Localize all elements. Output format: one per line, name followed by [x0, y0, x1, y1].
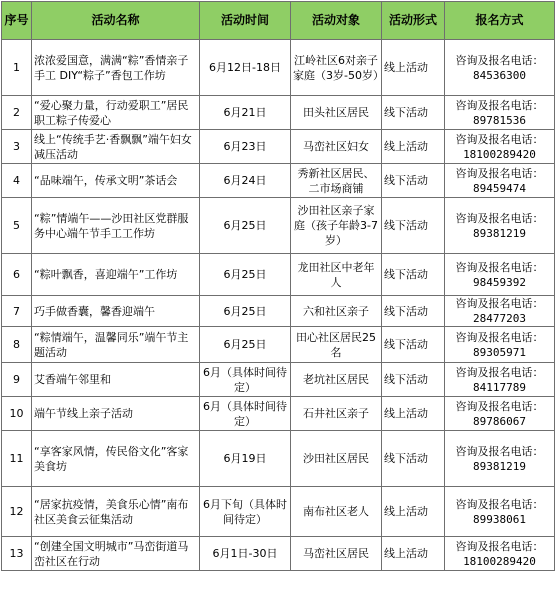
activity-target-cell: 马峦社区妇女 [291, 130, 382, 164]
signup-cell [445, 296, 555, 327]
header-form: 活动形式 [382, 2, 445, 40]
phone-number: 89938061 [473, 512, 526, 526]
phone-label: 咨询及报名电话： [455, 365, 544, 379]
phone-number: 89459474 [473, 181, 526, 195]
table-row [2, 198, 555, 254]
phone-label: 咨询及报名电话： [455, 497, 544, 511]
activity-name-cell: “粽”情端午——沙田社区党群服务中心端午节手工工作坊 [32, 198, 200, 254]
activity-name-cell: “品味端午，传承文明”茶话会 [32, 164, 200, 198]
activity-target-cell: 沙田社区居民 [291, 431, 382, 487]
activity-form-cell: 线下活动 [382, 254, 445, 296]
row-number-cell: 8 [2, 327, 32, 363]
activity-form-cell: 线下活动 [382, 198, 445, 254]
phone-label: 咨询及报名电话： [455, 166, 544, 180]
header-name: 活动名称 [32, 2, 200, 40]
phone-number: 89381219 [473, 226, 526, 240]
activity-time-cell: 6月25日 [200, 198, 291, 254]
activity-target-cell: 田心社区居民25名 [291, 327, 382, 363]
phone-label: 咨询及报名电话： [455, 98, 544, 112]
row-number-cell: 9 [2, 363, 32, 397]
activity-name-cell: “爱心聚力量，行动爱职工”居民职工粽子传爱心 [32, 96, 200, 130]
activity-target-cell: 六和社区亲子 [291, 296, 382, 327]
phone-label: 咨询及报名电话： [455, 297, 544, 310]
phone-label: 咨询及报名电话： [455, 260, 544, 274]
table-row [2, 327, 555, 363]
activity-target-cell: 石井社区亲子 [291, 397, 382, 431]
table-row [2, 397, 555, 431]
phone-number: 18100289420 [463, 147, 536, 161]
activity-form-cell: 线下活动 [382, 296, 445, 327]
row-number-cell: 1 [2, 40, 32, 96]
activity-target-cell: 龙田社区中老年人 [291, 254, 382, 296]
row-number-cell: 11 [2, 431, 32, 487]
signup-cell [445, 130, 555, 164]
row-number-cell: 2 [2, 96, 32, 130]
activity-target-cell: 马峦社区居民 [291, 537, 382, 571]
phone-label: 咨询及报名电话： [455, 539, 544, 553]
phone-number: 89381219 [473, 459, 526, 473]
signup-cell [445, 487, 555, 537]
signup-cell [445, 254, 555, 296]
activity-target-cell: 南布社区老人 [291, 487, 382, 537]
activity-name-cell: “粽叶飘香，喜迎端午”工作坊 [32, 254, 200, 296]
activity-time-cell: 6月19日 [200, 431, 291, 487]
signup-cell [445, 164, 555, 198]
row-number-cell: 10 [2, 397, 32, 431]
activity-target-cell: 江岭社区6对亲子家庭（3岁-50岁） [291, 40, 382, 96]
activity-time-cell: 6月21日 [200, 96, 291, 130]
phone-label: 咨询及报名电话： [455, 132, 544, 146]
row-number-cell: 12 [2, 487, 32, 537]
activity-name-cell: “享客家风情，传民俗文化”客家美食坊 [32, 431, 200, 487]
activity-name-cell: “粽情端午，温馨同乐”端午节主题活动 [32, 327, 200, 363]
phone-number: 89781536 [473, 113, 526, 127]
signup-cell [445, 40, 555, 96]
phone-number: 89305971 [473, 345, 526, 359]
activity-form-cell: 线上活动 [382, 537, 445, 571]
table-row [2, 96, 555, 130]
table-row [2, 431, 555, 487]
activity-time-cell: 6月下旬（具体时间待定） [200, 487, 291, 537]
activity-time-cell: 6月12日-18日 [200, 40, 291, 96]
row-number-cell: 6 [2, 254, 32, 296]
signup-cell [445, 96, 555, 130]
activity-form-cell: 线下活动 [382, 96, 445, 130]
activity-name-cell: “创建全国文明城市”马峦街道马峦社区在行动 [32, 537, 200, 571]
activity-time-cell: 6月24日 [200, 164, 291, 198]
row-number-cell: 5 [2, 198, 32, 254]
phone-label: 咨询及报名电话： [455, 211, 544, 225]
phone-number: 84536300 [473, 68, 526, 82]
phone-number: 89786067 [473, 414, 526, 428]
phone-number: 28477203 [473, 312, 526, 325]
activity-form-cell: 线下活动 [382, 164, 445, 198]
row-number-cell: 4 [2, 164, 32, 198]
activity-time-cell: 6月1日-30日 [200, 537, 291, 571]
phone-label: 咨询及报名电话： [455, 53, 544, 67]
phone-number: 84117789 [473, 380, 526, 394]
table-row [2, 537, 555, 571]
activity-name-cell: 艾香端午邻里和 [32, 363, 200, 397]
activity-time-cell: 6月23日 [200, 130, 291, 164]
activity-time-cell: 6月25日 [200, 254, 291, 296]
activity-form-cell: 线上活动 [382, 40, 445, 96]
phone-number: 98459392 [473, 275, 526, 289]
activity-form-cell: 线上活动 [382, 487, 445, 537]
activity-form-cell: 线下活动 [382, 363, 445, 397]
header-time: 活动时间 [200, 2, 291, 40]
header-signup: 报名方式 [445, 2, 555, 40]
activity-target-cell: 秀新社区居民、二市场商铺 [291, 164, 382, 198]
phone-label: 咨询及报名电话： [455, 444, 544, 458]
activity-form-cell: 线上活动 [382, 397, 445, 431]
table-row [2, 487, 555, 537]
activity-form-cell: 线下活动 [382, 431, 445, 487]
activity-name-cell: 线上“传统手艺·香飘飘”端午妇女减压活动 [32, 130, 200, 164]
table-row [2, 130, 555, 164]
activity-form-cell: 线下活动 [382, 327, 445, 363]
activity-target-cell: 老坑社区居民 [291, 363, 382, 397]
table-row [2, 296, 555, 327]
signup-cell [445, 537, 555, 571]
header-no: 序号 [2, 2, 32, 40]
row-number-cell: 13 [2, 537, 32, 571]
activity-form-cell: 线上活动 [382, 130, 445, 164]
signup-cell [445, 198, 555, 254]
signup-cell [445, 363, 555, 397]
activity-target-cell: 沙田社区亲子家庭（孩子年龄3-7岁） [291, 198, 382, 254]
activity-name-cell: “居家抗疫情，美食乐心情”南布社区美食云征集活动 [32, 487, 200, 537]
table-row [2, 363, 555, 397]
activity-time-cell: 6月（具体时间待定） [200, 397, 291, 431]
signup-cell [445, 431, 555, 487]
phone-label: 咨询及报名电话： [455, 399, 544, 413]
activity-table [1, 1, 555, 571]
row-number-cell: 3 [2, 130, 32, 164]
activity-target-cell: 田头社区居民 [291, 96, 382, 130]
activity-name-cell: 巧手做香囊，馨香迎端午 [32, 296, 200, 327]
table-row [2, 254, 555, 296]
activity-time-cell: 6月（具体时间待定） [200, 363, 291, 397]
row-number-cell: 7 [2, 296, 32, 327]
table-row [2, 40, 555, 96]
header-target: 活动对象 [291, 2, 382, 40]
phone-label: 咨询及报名电话： [455, 330, 544, 344]
table-body [2, 40, 555, 571]
signup-cell [445, 397, 555, 431]
activity-name-cell: 端午节线上亲子活动 [32, 397, 200, 431]
activity-time-cell: 6月25日 [200, 327, 291, 363]
table-row [2, 164, 555, 198]
signup-cell [445, 327, 555, 363]
phone-number: 18100289420 [463, 554, 536, 568]
header-row [2, 2, 555, 40]
activity-name-cell: 浓浓爱国意，满满“粽”香情亲子手工 DIY“粽子”香包工作坊 [32, 40, 200, 96]
activity-time-cell: 6月25日 [200, 296, 291, 327]
